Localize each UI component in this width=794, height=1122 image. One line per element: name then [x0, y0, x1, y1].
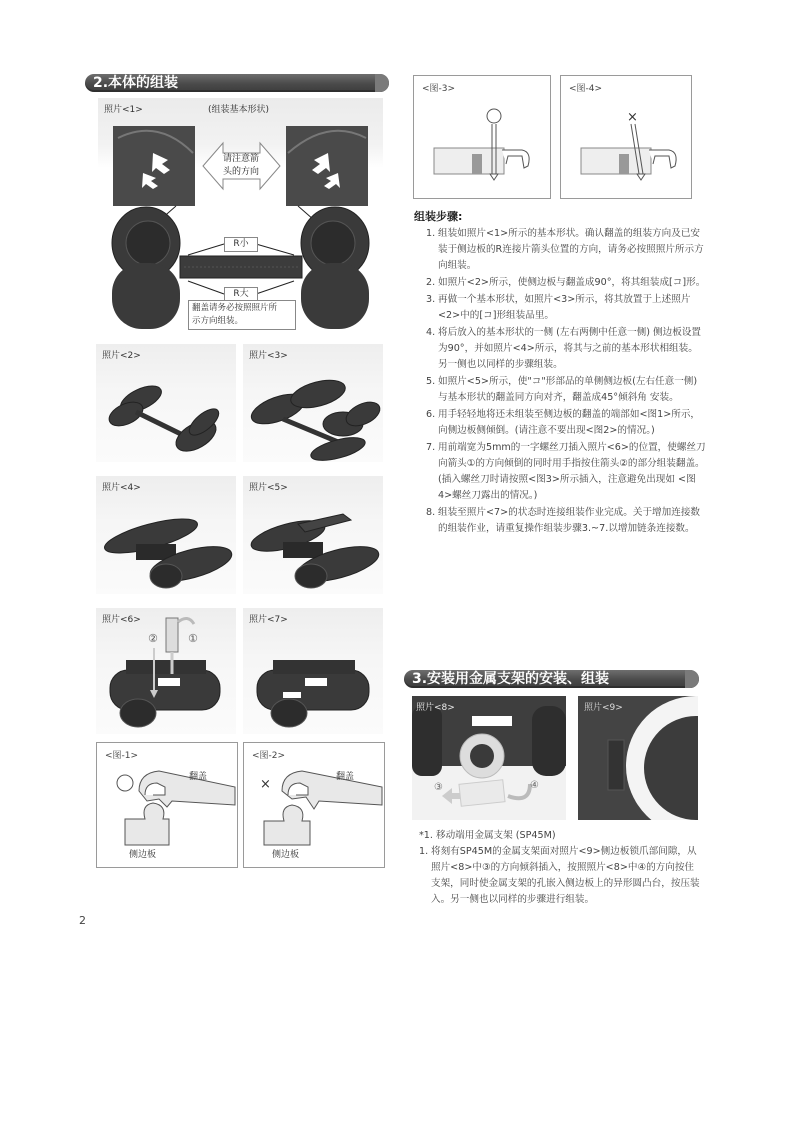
figure-1 — [96, 742, 238, 868]
figure-1-side-label: 侧边板 — [129, 850, 157, 860]
figure-2-side-label: 侧边板 — [272, 850, 300, 860]
photo-2 — [96, 344, 236, 462]
photo-1 — [98, 98, 383, 330]
figure-2 — [243, 742, 385, 868]
figure-2-cover-label: 翻盖 — [336, 772, 355, 782]
photo-2-label: 照片<2> — [102, 351, 141, 361]
chain-photo-6-image — [96, 608, 236, 734]
figure-2-cross-section — [244, 743, 384, 867]
step-7 — [426, 440, 706, 504]
figure-2-cross-mark: × — [260, 777, 271, 792]
bracket-steps-list — [419, 844, 701, 909]
chain-photo-7-image — [243, 608, 383, 734]
chain-photo-4-image — [96, 476, 236, 594]
assembly-steps-list — [426, 226, 706, 538]
cover-direction-note — [188, 300, 296, 330]
step-text: 组装至照片<7>的状态时连接组装作业完成。关于增加连接数的组装作业，请重复操作组装步骤3.~7.以增加链条连接数。 — [438, 507, 701, 534]
photo-4-label: 照片<4> — [102, 483, 141, 493]
figure-2-label: <图-2> — [252, 751, 286, 761]
step-text: 再做一个基本形状，如照片<3>所示，将其放置于上述照片<2>中的[コ]形组装品里。 — [438, 294, 691, 321]
photo-6 — [96, 608, 236, 734]
step-text: 将刻有SP45M的金属支架面对照片<9>侧边板锁爪部间隙，从照片<8>中③的方向倾斜插入，按照照片<8>中④的方向按住支架，同时使金属支架的孔嵌入侧边板上的异形圆凸台，按压装入。另一侧也以同样的步骤进行组装。 — [431, 846, 700, 905]
step-text: 将后放入的基本形状的一侧 (左右两侧中任意一侧) 侧边板设置为90°，并如照片<4>所示，将其与之前的基本形状相组装。另一侧也以同样的步骤组装。 — [438, 327, 702, 370]
figure-1-cross-section — [97, 743, 237, 867]
photo-9-label: 照片<9> — [584, 703, 623, 713]
step-5 — [426, 374, 706, 406]
figure-4-label: <图-4> — [569, 84, 603, 94]
step-text: 用前端宽为5mm的一字螺丝刀插入照片<6>的位置，使螺丝刀向箭头①的方向倾倒的同时用手指按住箭头②的部分组装翻盖。(插入螺丝刀时请按照<图3>所示插入，注意避免出现如 <图4>螺丝刀露出的情况。) — [438, 442, 706, 501]
step-number: 1. — [419, 846, 429, 857]
step-8 — [426, 505, 706, 537]
photo-5-label: 照片<5> — [249, 483, 288, 493]
chain-photo-2-image — [96, 344, 236, 462]
figure-4-screwdriver-wrong — [561, 76, 691, 198]
step-2 — [426, 275, 706, 291]
step-6 — [426, 407, 706, 439]
photo-7 — [243, 608, 383, 734]
step-number: 4. — [426, 327, 436, 338]
page-number: 2 — [79, 914, 86, 927]
figure-3-label: <图-3> — [422, 84, 456, 94]
photo-3 — [243, 344, 383, 462]
arrow-note-line-2: 头的方向 — [222, 167, 259, 177]
photo-3-label: 照片<3> — [249, 351, 288, 361]
step-number: 8. — [426, 507, 436, 518]
cover-note-line-2: 示方向组装。 — [192, 316, 244, 326]
step-number: 2. — [426, 277, 436, 288]
step-number: 1. — [426, 228, 436, 239]
step-number: 3. — [426, 294, 436, 305]
cover-note-line-1: 翻盖请务必按照照片所 — [192, 303, 278, 313]
section-3-title: 3.安装用金属支架的安装、组装 — [412, 671, 610, 687]
step-number: 7. — [426, 442, 436, 453]
header-endcap — [375, 74, 389, 92]
figure-4 — [560, 75, 692, 199]
chain-photo-3-image — [243, 344, 383, 462]
bracket-note-heading: *1. 移动端用金属支架 (SP45M) — [419, 830, 556, 841]
figure-3-screwdriver-correct — [414, 76, 550, 198]
arrow-marker-4: ④ — [530, 780, 539, 791]
bracket-photo-8-image — [412, 696, 566, 820]
photo-8 — [412, 696, 566, 820]
r-small-label: R小 — [224, 237, 258, 252]
photo-1-label: 照片<1> — [104, 105, 143, 115]
photo-8-label: 照片<8> — [416, 703, 455, 713]
step-text: 如照片<2>所示，使侧边板与翻盖成90°，将其组装成[コ]形。 — [438, 277, 706, 288]
figure-4-cross-mark: × — [627, 110, 638, 125]
arrow-marker-2: ② — [148, 632, 158, 645]
photo-4 — [96, 476, 236, 594]
header-endcap — [685, 670, 699, 688]
section-2-title: 2.本体的组装 — [93, 75, 179, 91]
figure-1-cover-label: 翻盖 — [189, 772, 208, 782]
arrow-marker-1: ① — [188, 632, 198, 645]
step-text: 如照片<5>所示，使"コ"形部品的单侧侧边板(左右任意一侧)与基本形状的翻盖同方向对齐，翻盖成45°倾斜角 安装。 — [438, 376, 698, 403]
arrow-marker-3: ③ — [434, 782, 443, 793]
step-number: 5. — [426, 376, 436, 387]
step-text: 用手轻轻地将还未组装至侧边板的翻盖的端部如<图1>所示，向侧边板侧倾倒。(请注意不要出现<图2>的情况。) — [438, 409, 701, 436]
step-1 — [426, 226, 706, 274]
bracket-photo-9-image — [578, 696, 698, 820]
r-large-label: R大 — [224, 287, 258, 302]
chain-photo-5-image — [243, 476, 383, 594]
photo-9 — [578, 696, 698, 820]
bracket-step-1 — [419, 844, 701, 908]
step-number: 6. — [426, 409, 436, 420]
arrow-direction-note — [218, 153, 264, 179]
photo-5 — [243, 476, 383, 594]
photo-6-label: 照片<6> — [102, 615, 141, 625]
section-3-header — [404, 670, 699, 688]
step-text: 组装如照片<1>所示的基本形状。确认翻盖的组装方向及已安装于侧边板的R连接片箭头位置的方向，请务必按照照片所示方向组装。 — [438, 228, 704, 271]
section-2-header — [85, 74, 389, 92]
step-3 — [426, 292, 706, 324]
figure-1-label: <图-1> — [105, 751, 139, 761]
step-4 — [426, 325, 706, 373]
assembly-steps-title: 组装步骤: — [414, 210, 463, 223]
photo-7-label: 照片<7> — [249, 615, 288, 625]
figure-3 — [413, 75, 551, 199]
arrow-note-line-1: 请注意箭 — [222, 154, 259, 164]
photo-1-caption: (组装基本形状) — [208, 105, 270, 115]
